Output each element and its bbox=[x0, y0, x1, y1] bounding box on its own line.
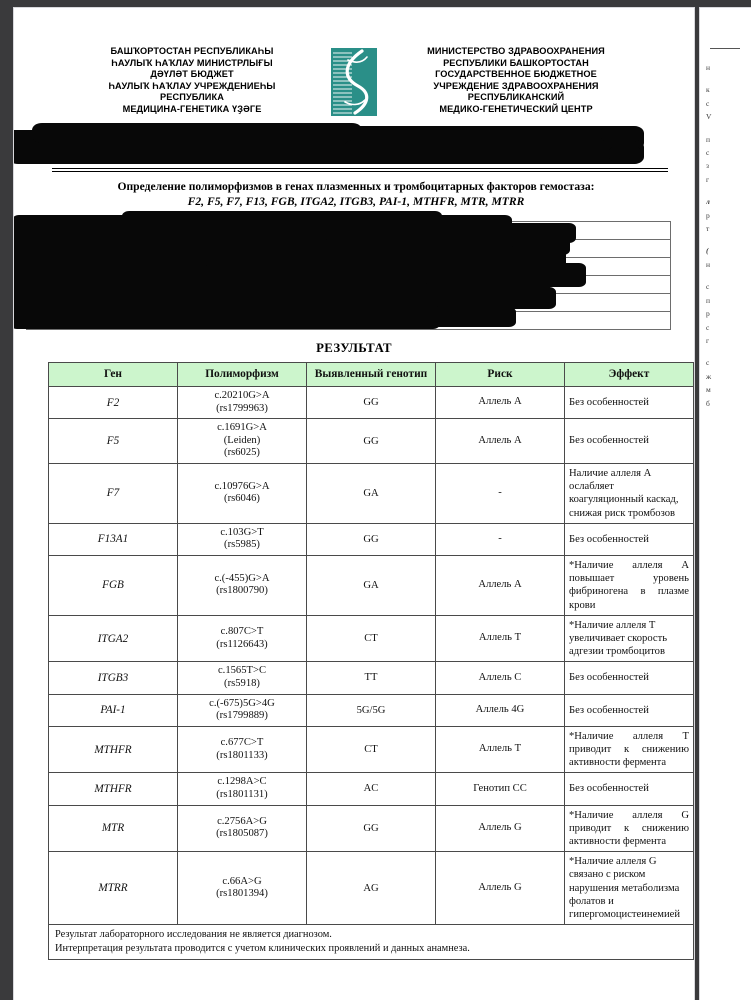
poly-line-1: c.(-455)G>A bbox=[214, 572, 270, 584]
table-row bbox=[49, 805, 694, 852]
dna-helix-logo bbox=[331, 48, 377, 116]
cell-risk: Аллель A bbox=[436, 419, 565, 464]
redaction-mark-patient-8 bbox=[426, 263, 586, 287]
poly-line-1: c.(-675)5G>4G bbox=[209, 697, 275, 709]
poly-line-1: c.20210G>A bbox=[214, 390, 270, 401]
sliver-rule bbox=[710, 48, 740, 49]
poly-line-1: c.103G>T bbox=[220, 526, 264, 538]
cell-polymorphism bbox=[178, 387, 307, 419]
cell-gene: MTR bbox=[49, 805, 178, 852]
table-footnote-row bbox=[49, 925, 694, 960]
page-subtitle bbox=[44, 179, 668, 209]
letterhead-russian-line-5: РЕСПУБЛИКАНСКИЙ bbox=[467, 92, 565, 103]
cell-genotype: GA bbox=[307, 463, 436, 523]
cell-polymorphism bbox=[178, 615, 307, 662]
cell-effect: Без особенностей bbox=[565, 773, 694, 805]
subtitle-text: Определение полиморфизмов в генах плазменных и тромбоцитарных факторов гемостаза: bbox=[117, 180, 595, 193]
table-row bbox=[49, 463, 694, 523]
result-heading: РЕЗУЛЬТАТ bbox=[316, 341, 392, 355]
redaction-mark-patient-4 bbox=[326, 223, 576, 243]
poly-line-1: c.66A>G bbox=[222, 875, 262, 887]
cell-polymorphism bbox=[178, 773, 307, 805]
cell-effect: *Наличие аллеля T увеличивает скорость адгезии тромбоцитов bbox=[565, 615, 694, 662]
sliver-fragment: б bbox=[706, 398, 710, 408]
cell-effect: Без особенностей bbox=[565, 662, 694, 694]
cell-risk: Аллель 4G bbox=[436, 694, 565, 726]
poly-line-3: (rs6025) bbox=[224, 447, 260, 459]
sliver-fragment: г bbox=[706, 335, 710, 345]
table-row bbox=[49, 662, 694, 694]
poly-line-1: c.10976G>A bbox=[214, 480, 270, 492]
cell-risk: Аллель T bbox=[436, 726, 565, 773]
redaction-mark-address-6 bbox=[600, 126, 642, 142]
poly-line-2: (rs1126643) bbox=[216, 638, 268, 650]
sliver-gap bbox=[706, 347, 751, 356]
cell-effect: Наличие аллеля A ослабляет коагуляционный каскад, снижая риск тромбозов bbox=[565, 463, 694, 523]
col-header-effect: Эффект bbox=[565, 363, 694, 387]
cell-effect: *Наличие аллеля A повышает уровень фибриногена в плазме крови bbox=[565, 555, 694, 615]
cell-gene: F7 bbox=[49, 463, 178, 523]
subtitle-gene-list: F2, F5, F7, F13, FGB, ITGA2, ITGB3, PAI-1, MTHFR, MTR, MTRR bbox=[187, 195, 525, 208]
results-table-body bbox=[49, 387, 694, 960]
sliver-fragment: н bbox=[706, 63, 711, 72]
patient-info-section bbox=[26, 221, 676, 331]
table-row bbox=[49, 694, 694, 726]
cell-polymorphism bbox=[178, 419, 307, 464]
redaction-mark-address-5 bbox=[344, 140, 644, 164]
letterhead-bashkir-block bbox=[65, 46, 323, 116]
document-page-2-sliver bbox=[700, 8, 751, 1000]
cell-effect: *Наличие аллеля G связано с риском нарушения метаболизма фолатов и гипергомоцистеинемией bbox=[565, 852, 694, 925]
document-page-1 bbox=[14, 8, 694, 1000]
letterhead-russian-line-6: МЕДИКО-ГЕНЕТИЧЕСКИЙ ЦЕНТР bbox=[439, 103, 593, 114]
cell-risk: Аллель A bbox=[436, 387, 565, 419]
letterhead-bashkir-line-1: БАШҠОРТОСТАН РЕСПУБЛИКАҺЫ bbox=[110, 46, 274, 56]
cell-risk: Генотип CC bbox=[436, 773, 565, 805]
letterhead-bashkir-line-5: РЕСПУБЛИКА bbox=[160, 92, 224, 103]
poly-line-2: (rs6046) bbox=[224, 493, 260, 505]
col-header-gene: Ген bbox=[49, 363, 178, 387]
cell-polymorphism bbox=[178, 694, 307, 726]
sliver-fragment: з bbox=[706, 161, 709, 171]
letterhead-bashkir-line-6: МЕДИЦИНА-ГЕНЕТИКА ҮҘӘГЕ bbox=[122, 103, 262, 114]
poly-line-2: (rs5918) bbox=[224, 677, 260, 689]
cell-risk: Аллель T bbox=[436, 615, 565, 662]
cell-gene: ITGA2 bbox=[49, 615, 178, 662]
cell-risk: Аллель A bbox=[436, 555, 565, 615]
cell-gene: FGB bbox=[49, 555, 178, 615]
cell-genotype: CT bbox=[307, 726, 436, 773]
cell-genotype: CT bbox=[307, 615, 436, 662]
cell-genotype: GG bbox=[307, 387, 436, 419]
disclaimer-line-2: Интерпретация результата проводится с учетом клинических проявлений и данных анамнеза. bbox=[55, 942, 470, 954]
cell-polymorphism bbox=[178, 555, 307, 615]
cell-risk: Аллель C bbox=[436, 662, 565, 694]
cell-effect: Без особенностей bbox=[565, 387, 694, 419]
sliver-fragment: н bbox=[706, 259, 711, 269]
cell-genotype: TT bbox=[307, 662, 436, 694]
letterhead-russian-line-1: МИНИСТЕРСТВО ЗДРАВООХРАНЕНИЯ bbox=[427, 46, 605, 56]
poly-line-2: (rs1801394) bbox=[216, 888, 268, 900]
table-row bbox=[49, 773, 694, 805]
cell-genotype: 5G/5G bbox=[307, 694, 436, 726]
letterhead-bashkir-line-2: ҺАУЛЫҠ ҺАҠЛАУ МИНИСТРЛЫҒЫ bbox=[111, 57, 273, 68]
sliver-gap bbox=[706, 235, 751, 244]
sliver-fragment: п bbox=[706, 295, 711, 305]
cell-gene: MTHFR bbox=[49, 773, 178, 805]
poly-line-1: c.807C>T bbox=[220, 625, 264, 637]
cell-effect: Без особенностей bbox=[565, 694, 694, 726]
cell-gene: F2 bbox=[49, 387, 178, 419]
table-row bbox=[49, 387, 694, 419]
sliver-fragment: р bbox=[706, 210, 710, 220]
cell-effect: Без особенностей bbox=[565, 523, 694, 555]
cell-gene: ITGB3 bbox=[49, 662, 178, 694]
sliver-fragment: с bbox=[706, 322, 710, 332]
poly-line-2: (rs1800790) bbox=[216, 585, 268, 597]
cell-risk: - bbox=[436, 463, 565, 523]
sliver-fragment: г bbox=[706, 174, 710, 184]
poly-line-1: c.2756A>G bbox=[217, 815, 267, 827]
sliver-gap bbox=[706, 74, 751, 83]
letterhead-divider bbox=[52, 168, 668, 172]
poly-line-1: c.1565T>C bbox=[217, 665, 267, 677]
sliver-fragment: к bbox=[706, 85, 710, 95]
sliver-gap bbox=[706, 186, 751, 195]
cell-gene: PAI-1 bbox=[49, 694, 178, 726]
cell-polymorphism bbox=[178, 726, 307, 773]
sliver-fragment: ( bbox=[706, 246, 709, 256]
cell-risk: Аллель G bbox=[436, 805, 565, 852]
poly-line-2: (rs5985) bbox=[224, 539, 260, 551]
poly-line-2: (Leiden) bbox=[223, 434, 261, 446]
cell-gene: MTHFR bbox=[49, 726, 178, 773]
sliver-fragment: с bbox=[706, 148, 710, 158]
poly-line-2: (rs1801131) bbox=[216, 788, 268, 800]
col-header-risk: Риск bbox=[436, 363, 565, 387]
cell-genotype: GG bbox=[307, 523, 436, 555]
table-row bbox=[49, 726, 694, 773]
poly-line-2: (rs1799889) bbox=[216, 710, 268, 722]
cell-genotype: AG bbox=[307, 852, 436, 925]
cell-effect: Без особенностей bbox=[565, 419, 694, 464]
table-row bbox=[49, 523, 694, 555]
table-row bbox=[49, 852, 694, 925]
cell-genotype: GA bbox=[307, 555, 436, 615]
poly-line-1: c.677C>T bbox=[220, 736, 264, 748]
cell-genotype: GG bbox=[307, 419, 436, 464]
cell-polymorphism bbox=[178, 662, 307, 694]
sliver-gap bbox=[706, 271, 751, 280]
sliver-fragment: т bbox=[706, 224, 710, 234]
cell-gene: MTRR bbox=[49, 852, 178, 925]
cell-genotype: AC bbox=[307, 773, 436, 805]
letterhead-russian-block bbox=[385, 46, 643, 116]
cell-genotype: GG bbox=[307, 805, 436, 852]
redaction-mark-patient-12 bbox=[356, 307, 516, 327]
cell-risk: Аллель G bbox=[436, 852, 565, 925]
cell-polymorphism bbox=[178, 463, 307, 523]
letterhead bbox=[14, 8, 694, 126]
results-table bbox=[48, 362, 694, 960]
table-row bbox=[49, 615, 694, 662]
col-header-polymorphism: Полиморфизм bbox=[178, 363, 307, 387]
poly-line-2: (rs1801133) bbox=[216, 749, 268, 761]
sliver-gap bbox=[706, 124, 751, 133]
sliver-fragment: V bbox=[706, 112, 712, 122]
disclaimer-cell bbox=[49, 925, 694, 960]
table-row bbox=[49, 419, 694, 464]
disclaimer-line-1: Результат лабораторного исследования не является диагнозом. bbox=[55, 929, 332, 941]
cell-polymorphism bbox=[178, 852, 307, 925]
cell-risk: - bbox=[436, 523, 565, 555]
sliver-fragment: р bbox=[706, 309, 710, 319]
letterhead-bashkir-line-4: ҺАУЛЫҠ ҺАҠЛАУ УЧРЕЖДЕНИЕҺЫ bbox=[108, 80, 276, 91]
table-row bbox=[49, 555, 694, 615]
letterhead-russian-line-4: УЧРЕЖДЕНИЕ ЗДРАВООХРАНЕНИЯ bbox=[433, 80, 599, 91]
redaction-mark-address-7 bbox=[608, 146, 642, 162]
cell-gene: F13A1 bbox=[49, 523, 178, 555]
poly-line-2: (rs1805087) bbox=[216, 828, 268, 840]
letterhead-bashkir-line-3: ДӘҮЛӘТ БЮДЖЕТ bbox=[150, 69, 234, 80]
sliver-fragment: с bbox=[706, 358, 710, 368]
cell-polymorphism bbox=[178, 523, 307, 555]
poly-line-1: c.1691G>A bbox=[217, 422, 267, 434]
cell-polymorphism bbox=[178, 805, 307, 852]
letterhead-russian-line-3: ГОСУДАРСТВЕННОЕ БЮДЖЕТНОЕ bbox=[435, 69, 597, 80]
cell-effect: *Наличие аллеля T приводит к снижению активности фермента bbox=[565, 726, 694, 773]
cell-effect: *Наличие аллеля G приводит к снижению активности фермента bbox=[565, 805, 694, 852]
table-header-row bbox=[49, 363, 694, 387]
sliver-fragment: м bbox=[706, 385, 711, 395]
col-header-genotype: Выявленный генотип bbox=[307, 363, 436, 387]
results-section bbox=[48, 362, 694, 960]
sliver-fragment: с bbox=[706, 282, 710, 292]
poly-line-2: (rs1799963) bbox=[216, 402, 268, 414]
poly-line-1: c.1298A>C bbox=[217, 776, 267, 788]
sliver-fragment: ж bbox=[706, 371, 712, 381]
sliver-fragment: п bbox=[706, 134, 711, 144]
letterhead-russian-line-2: РЕСПУБЛИКИ БАШКОРТОСТАН bbox=[443, 57, 589, 68]
redaction-mark-address-2 bbox=[32, 123, 362, 143]
sliver-fragment: с bbox=[706, 98, 710, 108]
sliver-fragment: л bbox=[706, 197, 710, 207]
cell-gene: F5 bbox=[49, 419, 178, 464]
